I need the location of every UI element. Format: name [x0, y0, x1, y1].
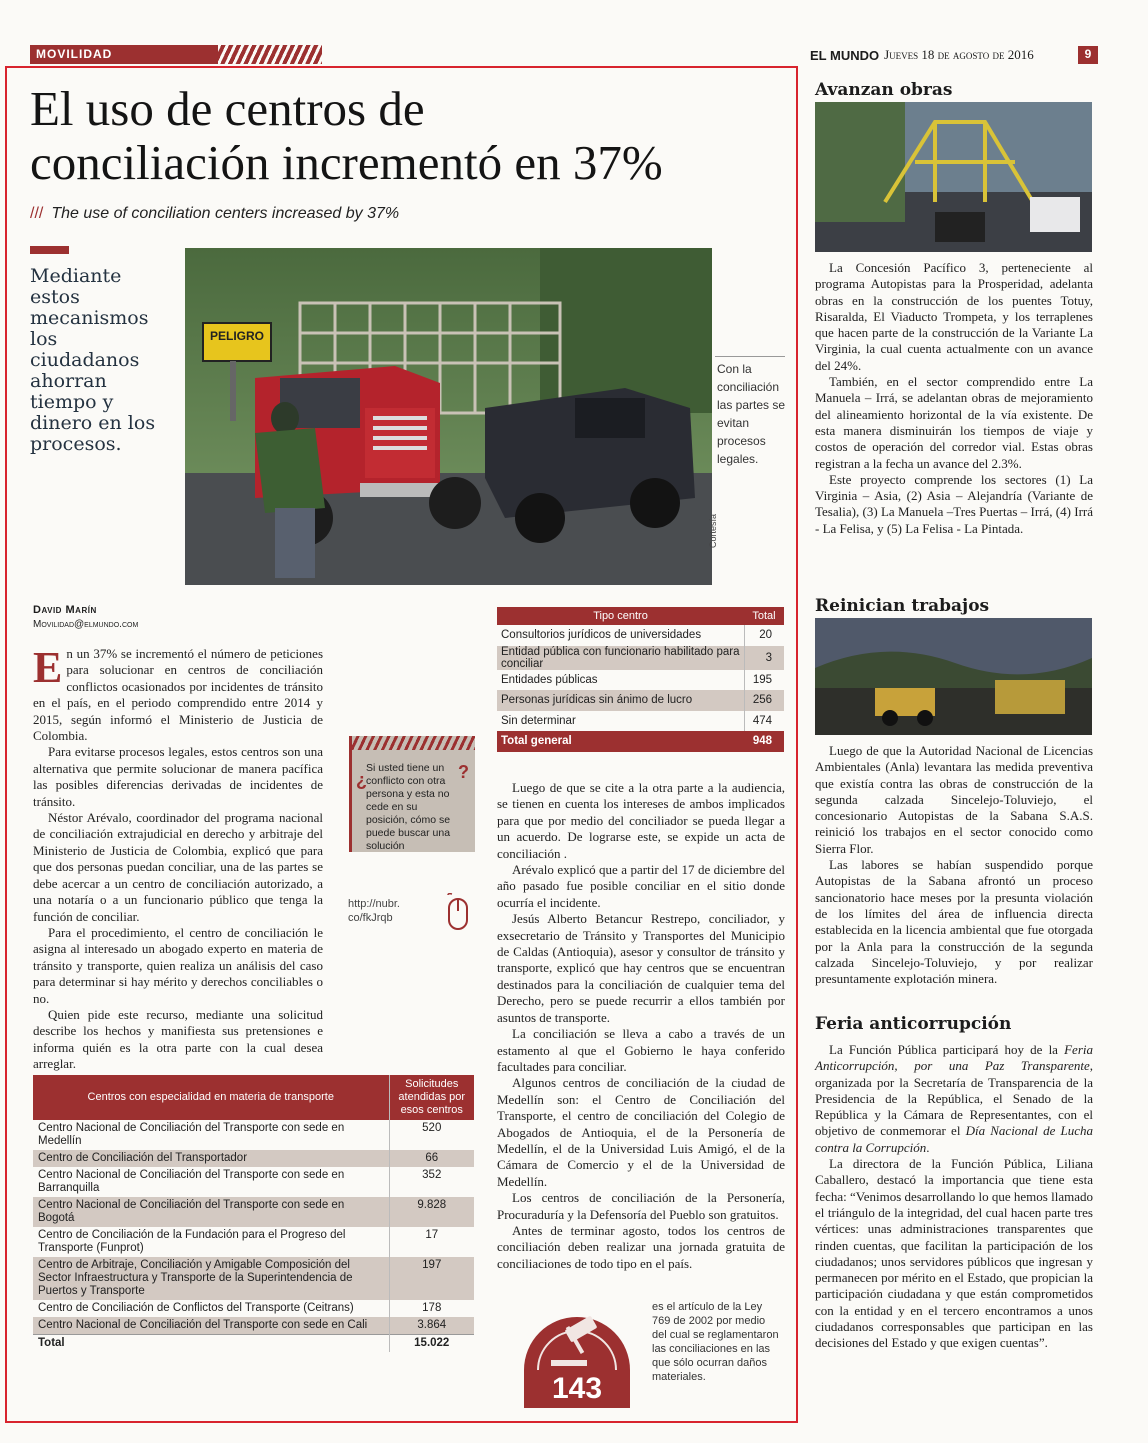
masthead	[810, 45, 1098, 65]
table-row: Centro Nacional de Conciliación del Transporte con sede en Medellín 520	[33, 1120, 474, 1150]
headline-line-2: conciliación incrementó en 37%	[30, 135, 663, 190]
paragraph: Las labores se habían suspendido porque Autopistas de la Sabana afrontó un proceso sancionatorio hace meses por la presunta violación de los límites del área de influencia directa establecida en la licencia ambiental que fue otorgada por la Anla para la construcción de la segunda calzada Sincelejo-Toluviejo, y por realizar presuntamente explotación minera.	[815, 857, 1093, 987]
question-close-icon: ?	[458, 762, 469, 782]
paragraph: Los centros de conciliación de la Personería, Procuraduría y la Defensoría del Pueblo son gratuitos.	[497, 1190, 785, 1222]
headline	[30, 82, 790, 190]
reference-link[interactable]: http://nubr. co/fkJrqb	[348, 898, 400, 924]
sidebar-text	[815, 260, 1093, 537]
paragraph: Luego de que la Autoridad Nacional de Licencias Ambientales (Anla) levantara las medida preventiva que existía contra las obras de construcción de la segunda calzada Sincelejo-Toluviejo, el concesionario Autopistas de la Sabana S.A.S. reinició los trabajos en el sector conocido como Sierra Flor.	[815, 743, 1093, 856]
column-header: Total	[744, 607, 784, 625]
article-photo	[185, 248, 712, 585]
table-row: Personas jurídicas sin ánimo de lucro 256	[497, 690, 784, 711]
newspaper-name: EL MUNDO	[810, 47, 880, 63]
machinery-photo	[815, 618, 1092, 735]
question-text: Si usted tiene un conflicto con otra persona y esta no cede en su posición, cómo se puede buscar una solución	[366, 762, 451, 852]
table-row: Centro de Conciliación del Transportador 66	[33, 1150, 474, 1167]
table-row: Centro Nacional de Conciliación del Transporte con sede en Barranquilla 352	[33, 1167, 474, 1197]
sidebar-title: Reinician trabajos	[815, 596, 990, 616]
body-column-middle	[497, 780, 785, 1272]
badge-note: es el artículo de la Ley 769 de 2002 por medio del cual se reglamentaron las conciliaciones en las que sólo ocurran daños materiales.	[652, 1301, 779, 1383]
mouse-icon	[446, 893, 470, 933]
section-label: MOVILIDAD	[36, 47, 113, 61]
column-header: Tipo centro	[497, 607, 744, 625]
question-open-icon: ¿	[356, 770, 367, 790]
table-row: Centro de Conciliación de la Fundación para el Progreso del Transporte (Funprot) 17	[33, 1227, 474, 1257]
paragraph: Algunos centros de conciliación de la ciudad de Medellín son: el Centro de Conciliación del Transporte, el centro de conciliación del Colegio de Abogados de Antioquia, el de la Personería de Medellín, el de la Universidad Luis Amigó, el de la Cámara de Comercio y el de la Universidad de Medellín.	[497, 1075, 785, 1189]
paragraph: La Función Pública participará hoy de la Feria Anticorrupción, por una Paz Transparente, organizada por la Secretaría de Transparencia de la Presidencia de la República, el Senado de la República y la Cámara de Representantes, con el objetivo de conmemorar el Día Nacional de Lucha contra la Corrupción.	[815, 1042, 1094, 1155]
sidebar-obras	[815, 80, 1093, 537]
table-row: Sin determinar 474	[497, 711, 784, 732]
table-row: Entidad pública con funcionario habilitado para conciliar 3	[497, 646, 784, 670]
caption-rule	[715, 356, 785, 357]
table-row: Consultorios jurídicos de universidades 20	[497, 625, 784, 646]
paragraph: Néstor Arévalo, coordinador del programa nacional de conciliación extrajudicial en derecho y arbitraje del Ministerio de Justicia de Colombia, explicó que para que dos personas puedan conciliar, una de las partes se debe acercar a un centro de conciliación autorizado, a una notaría o a un funcionario público que tenga la función de conciliar.	[33, 810, 323, 924]
accent-bar	[30, 246, 69, 254]
paragraph: Jesús Alberto Betancur Restrepo, conciliador, y exsecretario de Tránsito y Transportes del Municipio de Caldas (Antioquia), asesor y consultor de tránsito y transporte, explicó que hay centros que se encuentran destinados para la conciliación de cualquier tema del Derecho, pero se puede recurrir a ellos también por asuntos de transporte.	[497, 911, 785, 1025]
truck-collision-photo	[185, 248, 712, 585]
paragraph: Este proyecto comprende los sectores (1) La Virginia – Asia, (2) Asia – Alejandría (Variante de Tesalia), (3) La Manuela –Tres Puertas – Irrá, (4) Irrá - La Felisa, y (5) La Felisa - La Pintada.	[815, 471, 1093, 536]
deck: Mediante estos mecanismos los ciudadanos ahorran tiempo y dinero en los procesos.	[30, 265, 156, 455]
subtitle-marker: ///	[30, 205, 44, 222]
table-total-row: Total general 948	[497, 731, 784, 752]
paragraph: Luego de que se cite a la otra parte a la audiencia, se tienen en cuenta los intereses de ambos implicados para que por medio del conciliador se pueda llegar a un acuerdo. De lograrse este, se expide un acta de conciliación .	[497, 780, 785, 861]
bridge-photo	[815, 102, 1092, 252]
body-column-left	[33, 643, 323, 1073]
gavel-badge	[518, 1292, 636, 1408]
paragraph: Para evitarse procesos legales, estos centros son una alternativa que permite solucionar de manera pacífica las posibles diferencias derivadas de incidentes de tránsito.	[33, 744, 323, 809]
headline-line-1: El uso de centros de	[30, 81, 425, 136]
table-total-row: Total 15.022	[33, 1335, 474, 1353]
sidebar-title: Avanzan obras	[815, 80, 953, 100]
paragraph: La directora de la Función Pública, Liliana Caballero, destacó la importancia que tiene esta fecha: “Venimos desarrollando lo que hemos llamado el triángulo de la integridad, del cual hacen parte tres vértices: unas administraciones transparentes que rinden cuentas, que facilitan la participación de los ciudadanos; unos servidores públicos que ingresan y permanecen por mérito en el Estado, que propician la participación ciudadana y que están comprometidos con la entidad y en el tercero encontramos a unos ciudadanos corresponsables que participan en las decisiones del Estado y que exigen cuentas”.	[815, 1156, 1093, 1351]
subtitle-text: The use of conciliation centers increased by 37%	[51, 205, 400, 222]
page-number: 9	[1078, 46, 1098, 64]
paragraph: Para el procedimiento, el centro de conciliación le asigna al interesado un abogado experto en materia de tránsito y transporte, quien realiza un análisis del caso para determinar si hay mérito y derechos conciliables o no.	[33, 924, 323, 1006]
paragraph: Antes de terminar agosto, todos los centros de conciliación deben realizar una jornada gratuita de conciliaciones de todo tipo en el país.	[497, 1222, 785, 1271]
paragraph: La conciliación se lleva a cabo a través de un estamento al que el Gobierno le haya conferido facultades para conciliar.	[497, 1026, 785, 1074]
sidebar-feria	[815, 1014, 1093, 1352]
author-email[interactable]: Movilidad@elmundo.com	[33, 619, 139, 630]
paragraph: Quien pide este recurso, mediante una solicitud describe los hechos y manifiesta sus pretensiones e informa quién es la otra parte con la cual desea arreglar.	[33, 1006, 323, 1072]
table-row: Centro de Arbitraje, Conciliación y Amigable Composición del Sector Infraestructura y Transporte de la Superintendencia de Puertos y Transporte 197	[33, 1257, 474, 1300]
section-tag	[30, 45, 322, 64]
paragraph: También, en el sector comprendido entre La Manuela – Irrá, se adelantan obras de mejoramiento del alineamiento horizontal de la vía existente. De esta manera disminuirán los tiempos de viaje y costos de operación del corredor vial. Estas obras registran a la fecha un avance del 2.3%.	[815, 374, 1093, 471]
table-row: Entidades públicas 195	[497, 670, 784, 691]
sidebar-title: Feria anticorrupción	[815, 1014, 1012, 1034]
decorative-stripes	[352, 736, 475, 750]
photo-caption: Con la conciliación las partes se evitan procesos legales.	[717, 362, 786, 466]
photo-credit: Cortesía	[708, 513, 718, 548]
paragraph: La Concesión Pacífico 3, perteneciente al programa Autopistas para la Prosperidad, adelanta obras en la construcción de los puentes Totuy, Risaralda, El Viaducto Trompeta, y los terraplenes que hacen parte de la construcción de la Variante La Virginia, la cual cuenta actualmente con un avance del 24%.	[815, 260, 1093, 373]
machinery-image	[815, 618, 1092, 735]
table-row: Centro Nacional de Conciliación del Transporte con sede en Bogotá 9.828	[33, 1197, 474, 1227]
table-row: Centro de Conciliación de Conflictos del Transporte (Ceitrans) 178	[33, 1300, 474, 1317]
table-row: Centro Nacional de Conciliación del Transporte con sede en Cali 3.864	[33, 1317, 474, 1335]
badge-number: 143	[551, 1372, 603, 1405]
table-center-types	[497, 607, 784, 752]
bridge-image	[815, 102, 1092, 252]
sidebar-text	[815, 743, 1093, 987]
sidebar-text	[815, 1042, 1093, 1352]
sidebar-trabajos	[815, 596, 1093, 987]
issue-date: Jueves 18 de agosto de 2016	[884, 47, 1034, 62]
table-transport-centers	[33, 1075, 474, 1352]
danger-sign-text: PELIGRO	[209, 329, 265, 343]
decorative-stripes	[218, 45, 322, 64]
author-name: David Marín	[33, 604, 97, 616]
paragraph: En un 37% se incrementó el número de peticiones para solucionar en centros de conciliación conflictos ocasionados por incidentes de tránsito en el país, en el periodo comprendido entre 2014 y 2015, según informó el Ministerio de Justicia de Colombia.	[33, 643, 323, 744]
paragraph: Arévalo explicó que a partir del 17 de diciembre del año pasado fue posible conciliar en el sitio donde ocurría el incidente.	[497, 862, 785, 910]
column-header: Centros con especialidad en materia de transporte	[33, 1075, 389, 1120]
drop-cap: E	[33, 643, 63, 692]
column-header: Solicitudes atendidas por esos centros	[389, 1075, 474, 1120]
english-subtitle	[30, 205, 399, 223]
question-box	[349, 736, 475, 852]
